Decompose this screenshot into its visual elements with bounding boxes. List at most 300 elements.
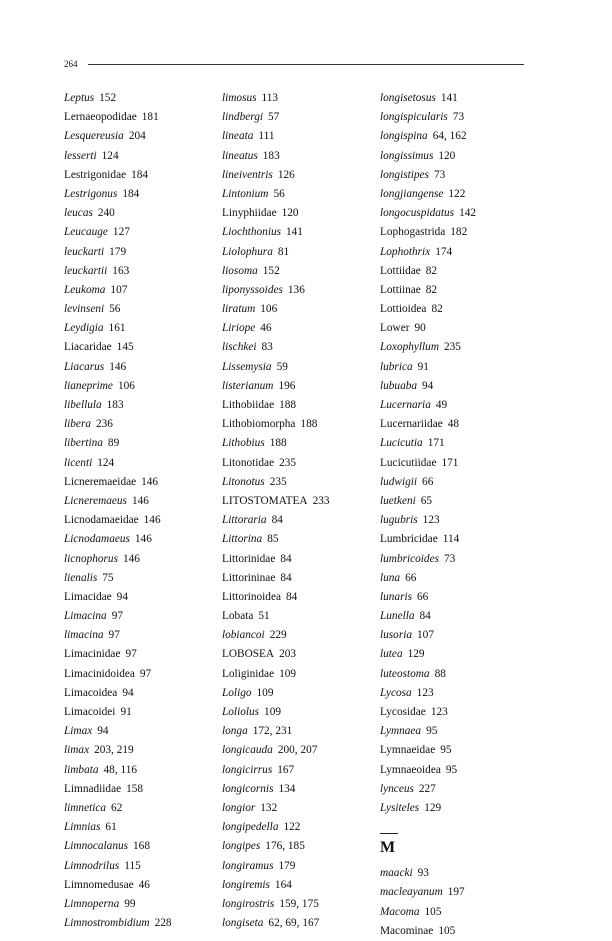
index-page-refs: 66	[405, 571, 417, 584]
index-term: Limnostrombidium	[64, 917, 150, 930]
index-entry	[380, 473, 476, 492]
index-page-refs: 197	[447, 886, 465, 899]
index-page-refs: 174	[435, 245, 453, 258]
index-page-refs: 188	[269, 437, 287, 450]
index-page-refs: 141	[286, 226, 303, 239]
index-term: longicauda	[222, 744, 273, 757]
index-entry	[380, 358, 476, 377]
index-term: Leukoma	[64, 283, 106, 296]
index-entry	[222, 281, 330, 300]
index-entry	[64, 185, 172, 204]
index-entry	[64, 569, 172, 588]
index-page-refs: 142	[459, 207, 477, 220]
index-entry	[380, 243, 476, 262]
index-page-refs: 235	[444, 341, 461, 354]
index-page-refs: 152	[99, 92, 117, 104]
index-entry	[222, 492, 330, 511]
index-page-refs: 81	[277, 245, 290, 258]
index-entry	[380, 588, 476, 607]
index-page-refs: 229	[269, 629, 287, 642]
index-entry	[64, 607, 172, 626]
index-entry	[380, 338, 476, 357]
index-entry	[222, 530, 330, 549]
index-term: Licneremaeus	[64, 494, 127, 507]
index-term: Lernaeopodidae	[64, 111, 137, 124]
index-page-refs: 122	[283, 821, 301, 834]
index-entry	[64, 454, 172, 473]
index-page-refs: 84	[285, 590, 298, 603]
index-term: Lesquereusia	[64, 130, 124, 143]
index-term: Lottioidea	[380, 303, 427, 316]
index-term: luteostoma	[380, 667, 430, 680]
index-page-refs: 94	[97, 725, 109, 738]
index-term: limosus	[222, 92, 257, 104]
index-term: Liriope	[222, 322, 256, 335]
index-entry	[64, 338, 172, 357]
index-term: Lithobiomorpha	[222, 418, 296, 431]
index-entry	[64, 530, 172, 549]
index-page-refs: 94	[422, 379, 434, 392]
index-entry	[222, 166, 330, 185]
index-page-refs: 204	[128, 130, 146, 143]
index-entry	[222, 204, 330, 223]
index-entry	[64, 415, 172, 434]
index-page-refs: 163	[112, 264, 130, 277]
index-term: ludwigii	[380, 475, 418, 488]
index-term: Loligo	[222, 686, 252, 699]
index-page-refs: 132	[260, 801, 278, 814]
index-entry	[380, 262, 476, 281]
index-page-refs: 61	[105, 821, 117, 834]
index-page-refs: 109	[264, 706, 281, 718]
index-page-refs: 97	[125, 648, 137, 661]
index-page-refs: 107	[417, 629, 434, 642]
index-entry	[380, 204, 476, 223]
index-entry	[222, 818, 330, 837]
index-page-refs: 146	[122, 552, 140, 565]
index-term: lienalis	[64, 571, 98, 584]
index-entry	[64, 262, 172, 281]
index-page-refs: 48	[447, 418, 460, 431]
index-term: limbata	[64, 763, 99, 776]
index-page-refs: 111	[258, 130, 275, 143]
index-entry	[380, 530, 476, 549]
index-entry	[222, 243, 330, 262]
index-term: longirostris	[222, 897, 275, 910]
index-entry	[380, 319, 476, 338]
index-term: Loxophyllum	[380, 341, 439, 354]
index-page-refs: 172, 231	[252, 725, 293, 738]
index-entry	[64, 876, 172, 895]
index-entry	[380, 780, 476, 799]
index-page-refs: 129	[407, 648, 425, 661]
index-page-refs: 84	[280, 552, 292, 565]
index-term: lumbricoides	[380, 552, 439, 565]
index-entry	[222, 876, 330, 895]
index-entry	[222, 607, 330, 626]
index-page-refs: 89	[107, 437, 120, 450]
index-entry	[222, 262, 330, 281]
index-page-refs: 66	[422, 475, 434, 488]
index-page-refs: 120	[281, 207, 299, 220]
index-term: maacki	[380, 867, 413, 880]
index-term: libellula	[64, 399, 102, 411]
index-entry	[222, 434, 330, 453]
index-entry	[64, 780, 172, 799]
index-term: longa	[222, 725, 248, 738]
index-entry	[64, 492, 172, 511]
index-entry	[380, 377, 476, 396]
index-term: longistipes	[380, 168, 429, 181]
header-rule	[88, 64, 524, 65]
index-term: Leydigia	[64, 322, 104, 335]
index-page-refs: 123	[430, 706, 448, 718]
index-term: Littorininae	[222, 571, 276, 584]
index-term: listerianum	[222, 379, 274, 392]
index-term: Lissemysia	[222, 360, 272, 373]
index-page-refs: 65	[420, 494, 433, 507]
index-term: libera	[64, 418, 91, 431]
index-page-refs: 46	[138, 878, 150, 891]
index-term: Lysiteles	[380, 801, 420, 814]
index-term: Leptus	[64, 92, 95, 104]
index-page-refs: 56	[109, 303, 121, 316]
index-term: Licneremaeidae	[64, 475, 137, 488]
index-page-refs: 184	[131, 168, 149, 181]
index-entry	[380, 741, 476, 760]
index-entry	[64, 818, 172, 837]
index-page-refs: 176, 185	[265, 840, 305, 853]
index-entry	[64, 243, 172, 262]
page-number: 264	[64, 59, 78, 69]
index-term: longipes	[222, 840, 261, 853]
index-entry	[64, 722, 172, 741]
index-entry	[380, 511, 476, 530]
index-term: Limacinidoidea	[64, 667, 135, 680]
index-term: longipedella	[222, 821, 279, 834]
index-entry	[222, 741, 330, 760]
index-page-refs: 236	[96, 418, 113, 431]
index-page-refs: 85	[267, 533, 279, 546]
index-entry	[380, 89, 476, 108]
index-page-refs: 200, 207	[277, 744, 318, 757]
index-term: longiremis	[222, 878, 270, 891]
index-entry	[222, 223, 330, 242]
index-entry	[380, 722, 476, 741]
index-term: lobiancoi	[222, 629, 265, 642]
index-entry	[64, 223, 172, 242]
index-page-refs: 46	[260, 322, 272, 335]
index-term: Lithobiidae	[222, 399, 275, 411]
index-entry	[380, 684, 476, 703]
index-page-refs: 62	[111, 801, 123, 814]
index-page-refs: 51	[258, 610, 270, 623]
index-entry	[64, 741, 172, 760]
index-page-refs: 64, 162	[432, 130, 467, 143]
index-page-refs: 228	[154, 917, 172, 930]
index-page-refs: 56	[273, 187, 285, 200]
index-term: lubrica	[380, 360, 413, 373]
index-entry	[380, 645, 476, 664]
index-entry	[64, 684, 172, 703]
index-term: liponyssoides	[222, 283, 283, 296]
index-entry	[222, 857, 330, 876]
index-term: Lymnaea	[380, 725, 422, 738]
index-term: licenti	[64, 456, 93, 469]
index-term: lineata	[222, 130, 254, 143]
index-entry	[64, 665, 172, 684]
index-entry	[64, 434, 172, 453]
index-page-refs: 183	[106, 399, 124, 411]
index-entry	[64, 645, 172, 664]
index-term: Macominae	[380, 924, 434, 937]
index-term: liosoma	[222, 264, 258, 277]
index-term: Liacarus	[64, 360, 105, 373]
index-term: Limnodrilus	[64, 859, 120, 872]
index-page-refs: 97	[111, 610, 123, 623]
index-entry	[64, 837, 172, 856]
index-term: Limacoidea	[64, 686, 118, 699]
index-page-refs: 124	[101, 149, 119, 162]
index-term: Lunella	[380, 610, 415, 623]
index-entry	[64, 281, 172, 300]
index-entry	[380, 799, 476, 818]
index-term: Limnadiidae	[64, 782, 122, 795]
index-page-refs: 161	[108, 322, 126, 335]
index-entry	[222, 761, 330, 780]
index-entry	[222, 895, 330, 914]
index-page-refs: 124	[97, 456, 115, 469]
index-term: Limacinidae	[64, 648, 121, 661]
index-entry	[380, 434, 476, 453]
index-term: Limnomedusae	[64, 878, 134, 891]
index-entry	[222, 550, 330, 569]
index-entry	[222, 626, 330, 645]
index-page-refs: 183	[262, 149, 280, 162]
index-page-refs: 82	[425, 264, 438, 277]
index-page-refs: 126	[277, 168, 295, 181]
index-term: Lophogastrida	[380, 226, 446, 239]
index-entry	[380, 492, 476, 511]
index-entry	[222, 684, 330, 703]
index-page-refs: 171	[427, 437, 445, 450]
index-term: longocuspidatus	[380, 207, 455, 220]
index-term: Lucernaria	[380, 399, 431, 411]
index-term: Liacaridae	[64, 341, 112, 354]
index-page-refs: 106	[117, 379, 135, 392]
index-entry	[64, 319, 172, 338]
index-page-refs: 57	[268, 111, 280, 124]
index-page-refs: 84	[280, 571, 292, 584]
index-page-refs: 66	[417, 590, 429, 603]
index-entry	[64, 914, 172, 933]
index-entry	[380, 569, 476, 588]
index-term: Lestrigonus	[64, 187, 118, 200]
index-page-refs: 227	[418, 782, 436, 795]
index-page-refs: 99	[124, 897, 136, 910]
index-page-refs: 129	[424, 801, 442, 814]
index-entry	[380, 903, 476, 922]
index-term: Lucicutia	[380, 437, 423, 450]
index-page-refs: 168	[133, 840, 150, 853]
index-entry	[222, 415, 330, 434]
index-term: leuckartii	[64, 264, 108, 277]
index-entry	[64, 204, 172, 223]
index-entry	[64, 147, 172, 166]
index-term: Littorinidae	[222, 552, 276, 565]
index-term: Lottiidae	[380, 264, 421, 277]
index-entry	[380, 665, 476, 684]
index-page-refs: 146	[109, 360, 127, 373]
index-page-refs: 93	[417, 867, 429, 880]
index-term: LOBOSEA	[222, 648, 275, 661]
index-entry	[64, 550, 172, 569]
index-page-refs: 184	[122, 187, 140, 200]
index-page-refs: 59	[276, 360, 288, 373]
index-entry	[64, 799, 172, 818]
index-term: Leucauge	[64, 226, 108, 239]
index-term: Litonotidae	[222, 456, 275, 469]
index-entry	[222, 319, 330, 338]
index-entry	[64, 358, 172, 377]
index-term: lubuaba	[380, 379, 418, 392]
index-page-refs: 233	[312, 494, 330, 507]
index-term: Macoma	[380, 905, 420, 918]
index-term: lineatus	[222, 149, 258, 162]
index-page-refs: 240	[97, 207, 115, 220]
index-page-refs: 146	[134, 533, 152, 546]
index-term: Limax	[64, 725, 93, 738]
index-term: liratum	[222, 303, 256, 316]
index-term: Litonotus	[222, 475, 265, 488]
index-entry	[380, 108, 476, 127]
index-column-right	[380, 89, 476, 941]
index-term: Littorinoidea	[222, 590, 281, 603]
index-entry	[222, 127, 330, 146]
index-page-refs: 113	[261, 92, 279, 104]
index-page-refs: 83	[261, 341, 273, 354]
index-term: Lucernariidae	[380, 418, 443, 431]
index-page-refs: 95	[440, 744, 452, 757]
index-term: Lower	[380, 322, 410, 335]
index-term: lischkei	[222, 341, 257, 354]
index-page-refs: 88	[434, 667, 446, 680]
index-page-refs: 123	[422, 514, 440, 527]
index-term: lesserti	[64, 149, 97, 162]
index-page-refs: 62, 69, 167	[268, 917, 320, 930]
index-page-refs: 105	[438, 924, 456, 937]
index-page-refs: 84	[271, 514, 283, 527]
index-page-refs: 152	[262, 264, 280, 277]
index-page-refs: 107	[110, 283, 128, 296]
index-page-refs: 235	[279, 456, 297, 469]
index-term: longisetosus	[380, 92, 436, 104]
index-entry	[64, 703, 172, 722]
index-page-refs: 91	[417, 360, 429, 373]
index-term: limacina	[64, 629, 104, 642]
index-page-refs: 167	[277, 763, 295, 776]
index-entry	[380, 396, 476, 415]
index-term: Lycosa	[380, 686, 412, 699]
index-entry	[380, 415, 476, 434]
index-page-refs: 105	[424, 905, 442, 918]
index-entry	[380, 147, 476, 166]
index-page-refs: 95	[445, 763, 458, 776]
index-entry	[222, 300, 330, 319]
index-entry	[380, 454, 476, 473]
index-term: longior	[222, 801, 256, 814]
section-letter: M	[380, 839, 396, 857]
index-term: longispina	[380, 130, 428, 143]
index-entry	[222, 780, 330, 799]
index-page-refs: 134	[278, 782, 296, 795]
index-entry	[64, 127, 172, 146]
index-entry	[64, 89, 172, 108]
index-term: Lottiinae	[380, 283, 421, 296]
index-page-refs: 90	[414, 322, 426, 335]
index-page-refs: 75	[102, 571, 114, 584]
index-term: Littorina	[222, 533, 263, 546]
index-entry	[222, 914, 330, 933]
index-page-refs: 158	[126, 782, 144, 795]
index-term: Lestrigonidae	[64, 168, 127, 181]
index-entry	[222, 588, 330, 607]
index-term: licnophorus	[64, 552, 118, 565]
index-page-refs: 114	[442, 533, 460, 546]
index-entry	[64, 300, 172, 319]
index-entry	[380, 281, 476, 300]
index-term: Liochthonius	[222, 226, 281, 239]
index-term: longiramus	[222, 859, 274, 872]
index-entry	[222, 569, 330, 588]
index-term: libertina	[64, 437, 103, 450]
index-entry	[64, 626, 172, 645]
index-page-refs: 141	[440, 92, 458, 104]
index-term: Lophothrix	[380, 245, 431, 258]
index-list-after-letter	[380, 864, 476, 941]
index-term: LITOSTOMATEA	[222, 494, 308, 507]
index-entry	[222, 799, 330, 818]
index-entry	[222, 108, 330, 127]
index-page-refs: 164	[274, 878, 292, 891]
index-entry	[222, 377, 330, 396]
index-page-refs: 181	[141, 111, 159, 124]
index-term: Lintonium	[222, 187, 269, 200]
index-term: levinseni	[64, 303, 105, 316]
index-entry	[380, 223, 476, 242]
index-entry	[222, 185, 330, 204]
index-entry	[380, 761, 476, 780]
index-term: lynceus	[380, 782, 414, 795]
index-term: Littoraria	[222, 514, 267, 527]
index-entry	[380, 166, 476, 185]
index-term: longicirrus	[222, 763, 273, 776]
index-entry	[64, 511, 172, 530]
index-term: Lobata	[222, 610, 254, 623]
index-term: Linyphiidae	[222, 207, 277, 220]
index-page-refs: 179	[109, 245, 127, 258]
index-entry	[380, 550, 476, 569]
index-entry	[222, 338, 330, 357]
index-entry	[380, 300, 476, 319]
index-entry	[222, 645, 330, 664]
index-entry	[222, 358, 330, 377]
index-entry	[222, 454, 330, 473]
index-entry	[64, 588, 172, 607]
index-entry	[64, 166, 172, 185]
index-term: longjiangense	[380, 187, 444, 200]
index-term: lusoria	[380, 629, 413, 642]
